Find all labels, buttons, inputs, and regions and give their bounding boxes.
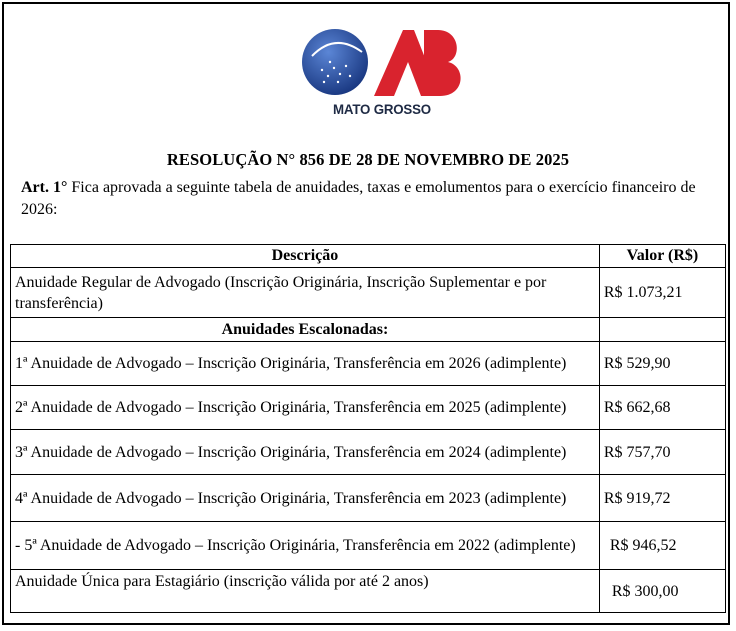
row-description: 3ª Anuidade de Advogado – Inscrição Originária, Transferência em 2024 (adimplente) bbox=[11, 430, 600, 475]
row-description: - 5ª Anuidade de Advogado – Inscrição Originária, Transferência em 2022 (adimplente) bbox=[11, 522, 600, 570]
row-value: R$ 529,90 bbox=[599, 342, 725, 386]
row-description: Anuidade Única para Estagiário (inscrição válida por até 2 anos) bbox=[11, 570, 600, 613]
row-description: 2ª Anuidade de Advogado – Inscrição Originária, Transferência em 2025 (adimplente) bbox=[11, 386, 600, 430]
table-row bbox=[11, 522, 726, 570]
row-description: 4ª Anuidade de Advogado – Inscrição Originária, Transferência em 2023 (adimplente) bbox=[11, 475, 600, 522]
table-row bbox=[11, 386, 726, 430]
header-description: Descrição bbox=[11, 245, 600, 268]
row-value bbox=[599, 318, 725, 342]
logo-text: MATO GROSSO bbox=[333, 101, 431, 117]
resolution-title: RESOLUÇÃO N° 856 DE 28 DE NOVEMBRO DE 2025 bbox=[166, 150, 570, 169]
header-value: Valor (R$) bbox=[599, 245, 725, 268]
row-description: 1ª Anuidade de Advogado – Inscrição Originária, Transferência em 2026 (adimplente) bbox=[11, 342, 600, 386]
table-row bbox=[11, 475, 726, 522]
row-value: R$ 946,52 bbox=[599, 522, 725, 570]
row-value: R$ 300,00 bbox=[599, 570, 725, 613]
table-row bbox=[11, 342, 726, 386]
fee-table bbox=[10, 244, 726, 613]
section-heading: Anuidades Escalonadas: bbox=[11, 318, 600, 342]
row-value: R$ 1.073,21 bbox=[599, 268, 725, 318]
row-value: R$ 662,68 bbox=[599, 386, 725, 430]
row-description: Anuidade Regular de Advogado (Inscrição Originária, Inscrição Suplementar e por transferência) bbox=[11, 268, 600, 318]
row-value: R$ 757,70 bbox=[599, 430, 725, 475]
table-row bbox=[11, 570, 726, 613]
table-row bbox=[11, 268, 726, 318]
table-row bbox=[11, 430, 726, 475]
article-label: Art. 1° bbox=[21, 179, 68, 196]
table-header-row bbox=[11, 245, 726, 268]
article-paragraph bbox=[21, 177, 721, 221]
row-value: R$ 919,72 bbox=[599, 475, 725, 522]
table-row bbox=[11, 318, 726, 342]
article-text: Fica aprovada a seguinte tabela de anuidades, taxas e emolumentos para o exercício financeiro de 2026: bbox=[21, 179, 696, 218]
